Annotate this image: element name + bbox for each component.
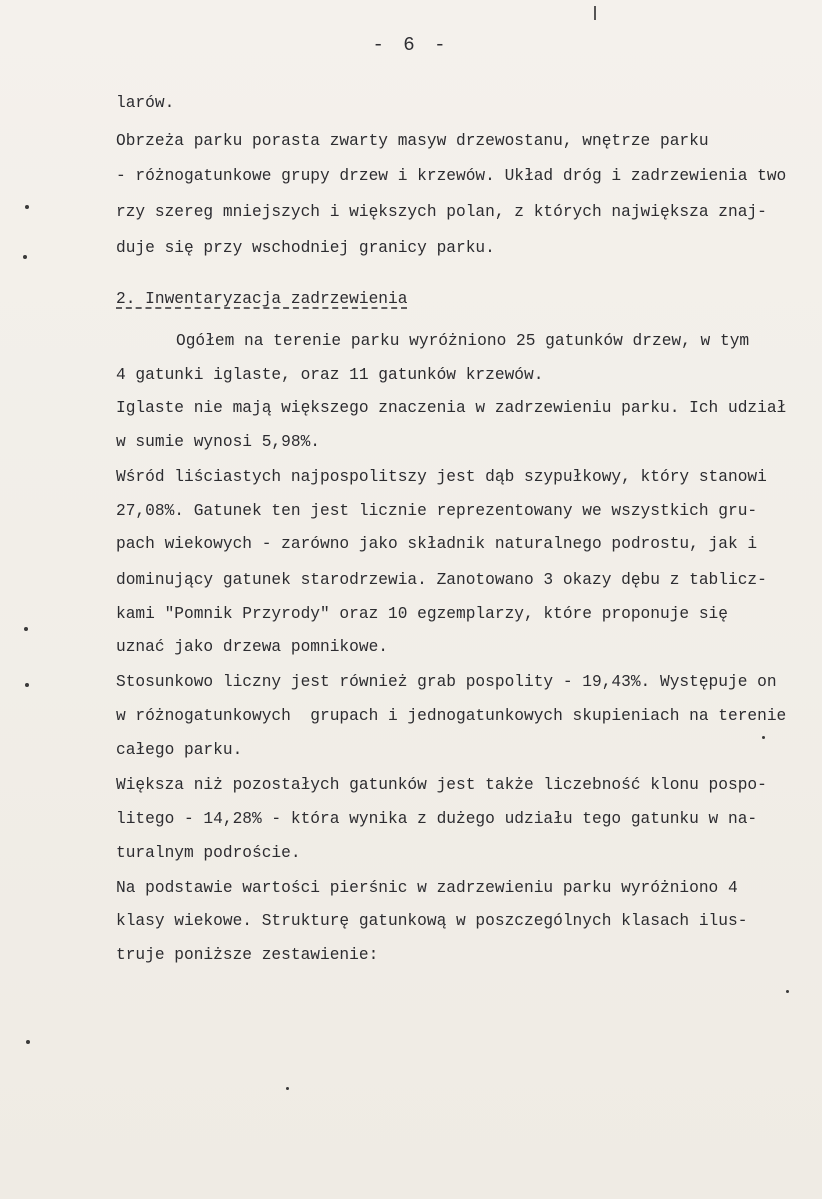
text-line: litego - 14,28% - która wynika z dużego udziału tego gatunku w na- [116, 810, 758, 828]
text-line: pach wiekowych - zarówno jako składnik naturalnego podrostu, jak i [116, 535, 758, 553]
text-line: w sumie wynosi 5,98%. [116, 433, 320, 451]
scan-dot [286, 1087, 289, 1090]
text-line: klasy wiekowe. Strukturę gatunkową w poszczególnych klasach ilus- [116, 912, 748, 930]
scan-dot [23, 255, 27, 259]
text-line: Stosunkowo liczny jest również grab pospolity - 19,43%. Występuje on [116, 673, 777, 691]
scan-dot [786, 990, 789, 993]
text-line: duje się przy wschodniej granicy parku. [116, 239, 495, 257]
page-number: - 6 - [372, 34, 450, 56]
text-line: kami "Pomnik Przyrody" oraz 10 egzemplarzy, które proponuje się [116, 605, 728, 623]
text-line: larów. [116, 94, 175, 112]
scan-dot [26, 1040, 30, 1044]
text-line: Ogółem na terenie parku wyróżniono 25 gatunków drzew, w tym [176, 332, 750, 350]
text-line: Iglaste nie mają większego znaczenia w zadrzewieniu parku. Ich udział [116, 399, 787, 417]
text-line: - różnogatunkowe grupy drzew i krzewów. Układ dróg i zadrzewienia two [116, 167, 787, 185]
text-line: Większa niż pozostałych gatunków jest także liczebność klonu pospo- [116, 776, 767, 794]
text-line: dominujący gatunek starodrzewia. Zanotowano 3 okazy dębu z tablicz- [116, 571, 767, 589]
text-line: całego parku. [116, 741, 243, 759]
text-line: 4 gatunki iglaste, oraz 11 gatunków krzewów. [116, 366, 544, 384]
scan-dot [25, 205, 29, 209]
text-line: w różnogatunkowych grupach i jednogatunkowych skupieniach na terenie [116, 707, 787, 725]
text-line: Obrzeża parku porasta zwarty masyw drzewostanu, wnętrze parku [116, 132, 709, 150]
section-heading: 2. Inwentaryzacja zadrzewienia [116, 290, 408, 308]
pen-mark [594, 6, 596, 20]
scan-dot [762, 736, 765, 739]
scan-dot [24, 627, 28, 631]
text-line: rzy szereg mniejszych i większych polan, z których największa znaj- [116, 203, 767, 221]
text-line: Na podstawie wartości pierśnic w zadrzewieniu parku wyróżniono 4 [116, 879, 738, 897]
scan-dot [25, 683, 29, 687]
text-line: turalnym podroście. [116, 844, 301, 862]
text-line: uznać jako drzewa pomnikowe. [116, 638, 388, 656]
text-line: Wśród liściastych najpospolitszy jest dąb szypułkowy, który stanowi [116, 468, 767, 486]
text-line: truje poniższe zestawienie: [116, 946, 379, 964]
text-line: 27,08%. Gatunek ten jest licznie reprezentowany we wszystkich gru- [116, 502, 758, 520]
